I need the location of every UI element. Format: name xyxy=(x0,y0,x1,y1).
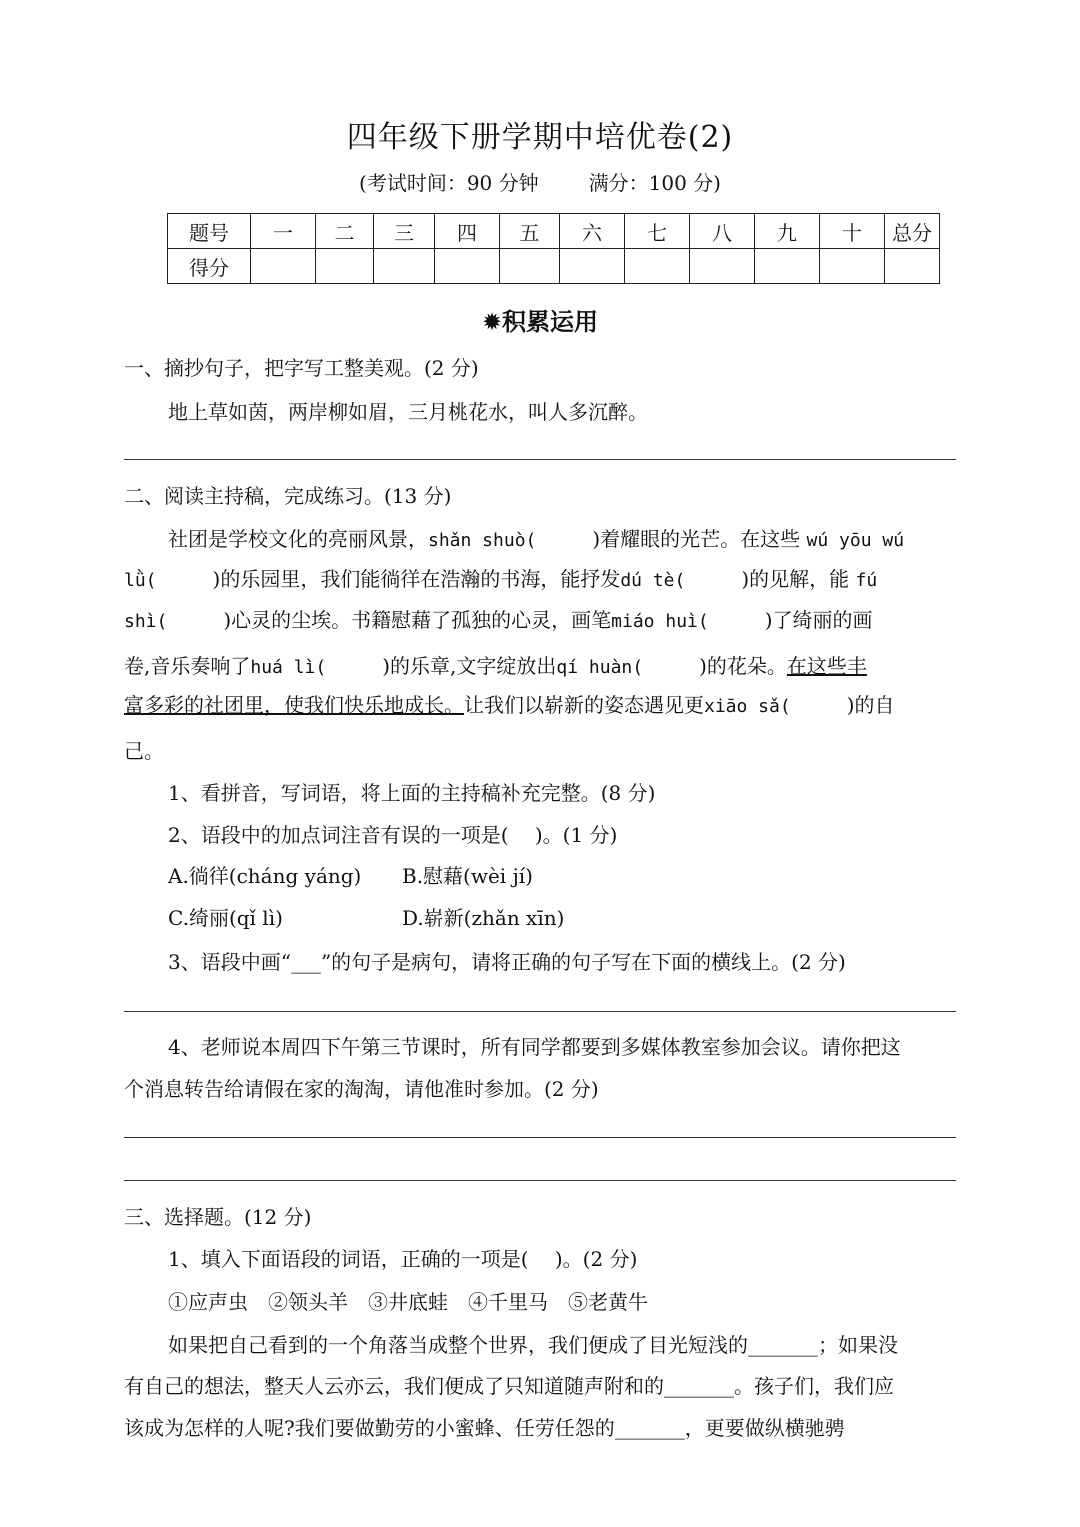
q2-sub1: 1、看拼音，写词语，将上面的主持稿补充完整。(8 分) xyxy=(168,781,656,805)
pinyin: dú tè( xyxy=(620,570,686,591)
answer-line[interactable] xyxy=(124,459,956,460)
score-table-header-row xyxy=(168,214,940,249)
score-blank[interactable] xyxy=(560,249,625,284)
passage-text: )了绮丽的画 xyxy=(764,608,873,632)
option-b[interactable]: B.慰藉(wèi jí) xyxy=(402,864,533,888)
pinyin: fú xyxy=(855,570,878,591)
table-cell: 六 xyxy=(560,214,625,249)
q2-sub3: 3、语段中画“___”的句子是病句，请将正确的句子写在下面的横线上。(2 分) xyxy=(168,950,846,974)
pinyin: shǎn shuò( xyxy=(428,530,537,551)
passage-text: )的乐章,文字绽放出 xyxy=(382,654,557,678)
q3-para-line2: 有自己的想法，整天人云亦云，我们便成了只知道随声附和的_______。孩子们，我们应 xyxy=(124,1374,894,1398)
table-cell: 二 xyxy=(316,214,374,249)
score-table-score-row xyxy=(168,249,940,284)
score-blank[interactable] xyxy=(820,249,885,284)
score-blank[interactable] xyxy=(755,249,820,284)
option-c[interactable]: C.绮丽(qǐ lì) xyxy=(168,906,283,930)
q2-sub4-line1: 4、老师说本周四下午第三节课时，所有同学都要到多媒体教室参加会议。请你把这 xyxy=(168,1035,901,1059)
passage-line-6: 己。 xyxy=(124,739,164,763)
q2-sub2: 2、语段中的加点词注音有误的一项是( )。(1 分) xyxy=(168,823,618,847)
q3-options: ①应声虫 ②领头羊 ③井底蛙 ④千里马 ⑤老黄牛 xyxy=(168,1290,648,1314)
pinyin: shì( xyxy=(124,611,168,632)
passage-text: 社团是学校文化的亮丽风景， xyxy=(168,527,428,551)
passage-line-2 xyxy=(124,563,877,592)
passage-line-5 xyxy=(124,689,895,718)
score-blank[interactable] xyxy=(435,249,500,284)
pinyin: qí huàn( xyxy=(556,657,644,678)
pinyin: lǜ( xyxy=(124,570,157,591)
passage-text: )着耀眼的光芒。在这些 xyxy=(592,527,801,551)
score-blank[interactable] xyxy=(690,249,755,284)
passage-text: 卷,音乐奏响了 xyxy=(124,654,251,678)
score-blank[interactable] xyxy=(316,249,374,284)
answer-line[interactable] xyxy=(124,1180,956,1181)
exam-full-score: 满分：100 分) xyxy=(588,171,721,195)
exam-info xyxy=(0,167,1080,196)
passage-text: )的见解，能 xyxy=(741,567,850,591)
q3-sub1: 1、填入下面语段的词语，正确的一项是( )。(2 分) xyxy=(168,1247,638,1271)
passage-line-1 xyxy=(168,523,904,552)
score-blank[interactable] xyxy=(625,249,690,284)
table-cell: 九 xyxy=(755,214,820,249)
table-cell: 五 xyxy=(500,214,560,249)
passage-text: )的乐园里，我们能徜徉在浩瀚的书海，能抒发 xyxy=(212,567,621,591)
passage-text: )心灵的尘埃。书籍慰藉了孤独的心灵，画笔 xyxy=(223,608,612,632)
answer-line[interactable] xyxy=(124,1137,956,1138)
pinyin: huá lì( xyxy=(250,657,327,678)
score-blank[interactable] xyxy=(251,249,316,284)
score-blank[interactable] xyxy=(374,249,435,284)
q2-sub4-line2: 个消息转告给请假在家的淘淘，请他准时参加。(2 分) xyxy=(124,1077,599,1101)
page-title: 四年级下册学期中培优卷(2) xyxy=(346,120,734,155)
pinyin: wú yōu wú xyxy=(806,530,905,551)
passage-text: )的花朵。 xyxy=(699,654,787,678)
q3-para-line3: 该成为怎样的人呢?我们要做勤劳的小蜜蜂、任劳任怨的_______，更要做纵横驰骋 xyxy=(124,1416,845,1440)
table-cell: 四 xyxy=(435,214,500,249)
score-blank[interactable] xyxy=(885,249,940,284)
q1-heading: 一、摘抄句子，把字写工整美观。(2 分) xyxy=(124,356,479,380)
q2-heading: 二、阅读主持稿，完成练习。(13 分) xyxy=(124,484,452,508)
q1-sentence: 地上草如茵，两岸柳如眉，三月桃花水，叫人多沉醉。 xyxy=(168,400,648,424)
q3-para-line1: 如果把自己看到的一个角落当成整个世界，我们便成了目光短浅的_______；如果没 xyxy=(168,1333,898,1357)
table-cell: 七 xyxy=(625,214,690,249)
section-title: ✹积累运用 xyxy=(481,308,599,336)
passage-line-3 xyxy=(124,604,873,633)
option-d[interactable]: D.崭新(zhǎn xīn) xyxy=(402,906,565,930)
table-cell: 一 xyxy=(251,214,316,249)
passage-text: 让我们以崭新的姿态遇见更 xyxy=(464,693,704,717)
table-cell: 三 xyxy=(374,214,435,249)
q3-heading: 三、选择题。(12 分) xyxy=(124,1205,312,1229)
underlined-sentence: 富多彩的社团里，使我们快乐地成长。 xyxy=(124,693,464,717)
option-a[interactable]: A.徜徉(cháng yáng) xyxy=(168,864,362,888)
pinyin: xiāo sǎ( xyxy=(704,696,791,717)
answer-line[interactable] xyxy=(124,1011,956,1012)
score-blank[interactable] xyxy=(500,249,560,284)
table-cell: 总分 xyxy=(885,214,940,249)
table-cell: 十 xyxy=(820,214,885,249)
pinyin: miáo huì( xyxy=(611,611,709,632)
table-cell: 题号 xyxy=(168,214,251,249)
passage-line-4 xyxy=(124,650,867,679)
score-table xyxy=(167,213,940,284)
table-cell: 八 xyxy=(690,214,755,249)
exam-time: (考试时间：90 分钟 xyxy=(359,171,539,195)
underlined-sentence: 在这些丰 xyxy=(786,654,867,678)
passage-text: )的自 xyxy=(846,693,895,717)
table-cell: 得分 xyxy=(168,249,251,284)
